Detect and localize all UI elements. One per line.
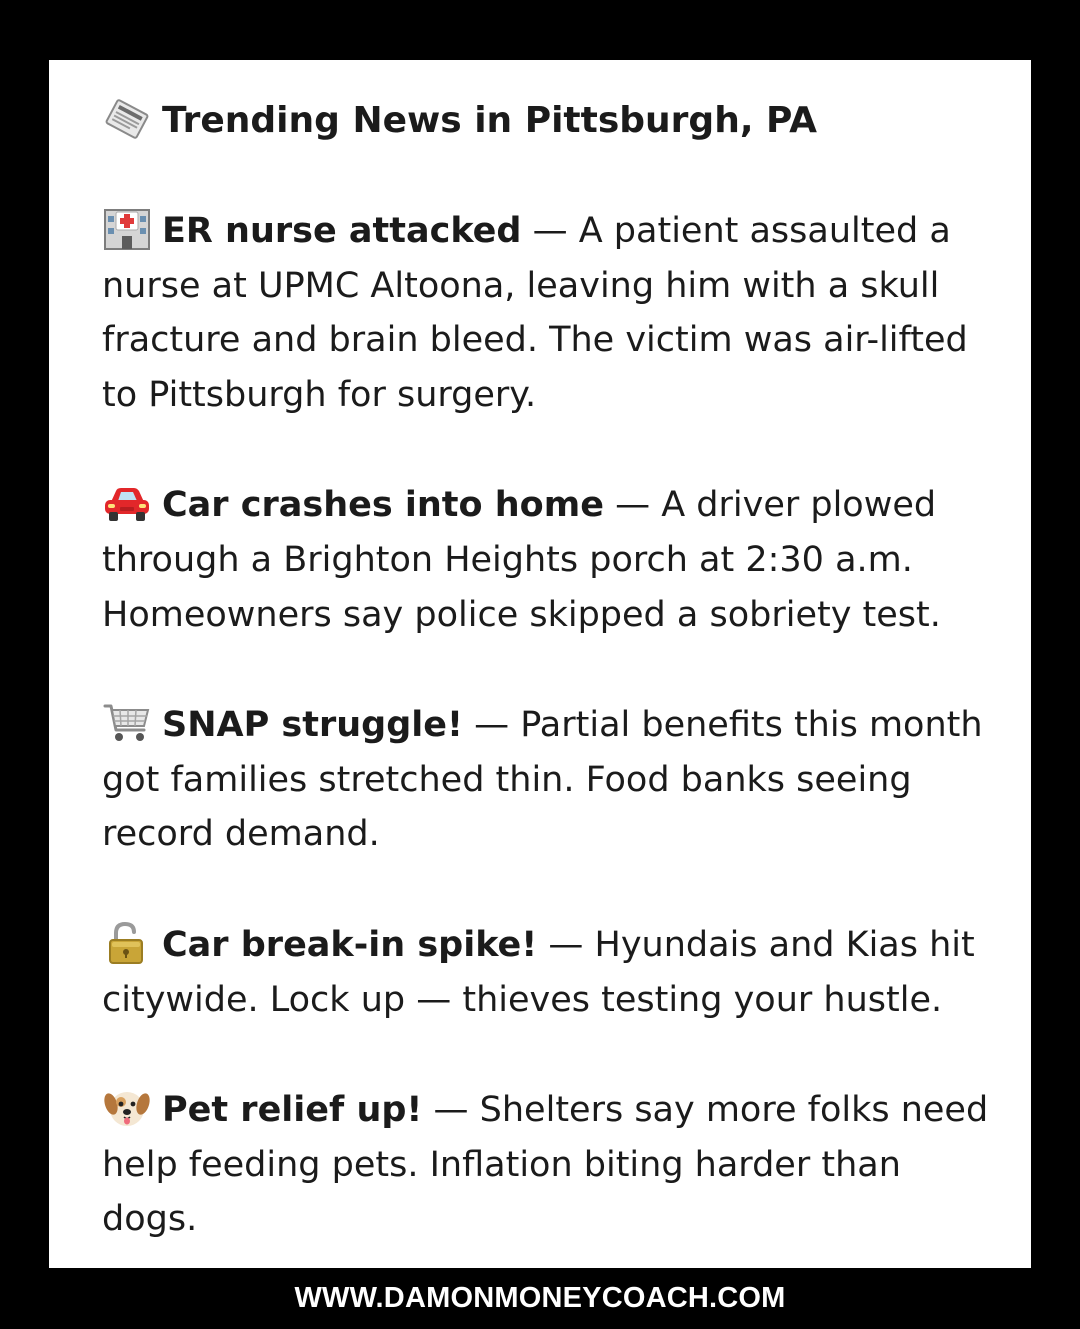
news-headline: Pet relief up!	[162, 1090, 423, 1131]
news-item-break-in	[102, 918, 991, 1027]
news-separator: —	[462, 705, 521, 746]
news-headline: Car crashes into home	[162, 485, 604, 526]
page-title-text: Trending News in Pittsburgh, PA	[162, 100, 817, 141]
news-card	[49, 60, 1031, 1268]
news-item-snap	[102, 698, 991, 862]
news-separator: —	[537, 924, 595, 965]
news-separator: —	[521, 211, 579, 251]
car-icon	[102, 482, 152, 524]
newspaper-icon	[102, 98, 152, 140]
news-body: A patient assaulted a nurse at UPMC Altoona, leaving him with a skull fracture and brain bleed. The victim was air-lifted to Pittsburgh for surgery.	[102, 211, 968, 415]
news-item-er-nurse	[102, 204, 991, 422]
website-footer: WWW.DAMONMONEYCOACH.COM	[294, 1282, 786, 1314]
news-body: Hyundais and Kias hit citywide. Lock up — thieves testing your hustle.	[102, 924, 975, 1020]
dog-face-icon	[102, 1087, 152, 1129]
shopping-cart-icon	[102, 702, 152, 744]
news-body: Shelters say more folks need help feeding pets. Inflation biting harder than dogs.	[102, 1090, 989, 1240]
news-body: Partial benefits this month got families stretched thin. Food banks seeing record demand.	[102, 705, 983, 855]
news-item-pet-relief	[102, 1083, 991, 1247]
page-title	[102, 94, 991, 148]
news-separator: —	[422, 1090, 480, 1131]
unlocked-padlock-icon	[102, 922, 152, 964]
hospital-icon	[102, 208, 152, 250]
news-body: A driver plowed through a Brighton Heights porch at 2:30 a.m. Homeowners say police skipped a sobriety test.	[102, 485, 941, 635]
news-headline: SNAP struggle!	[162, 705, 463, 746]
news-headline: ER nurse attacked	[162, 211, 522, 251]
news-headline: Car break-in spike!	[162, 924, 538, 965]
news-item-car-crash	[102, 478, 991, 642]
news-separator: —	[603, 485, 662, 526]
